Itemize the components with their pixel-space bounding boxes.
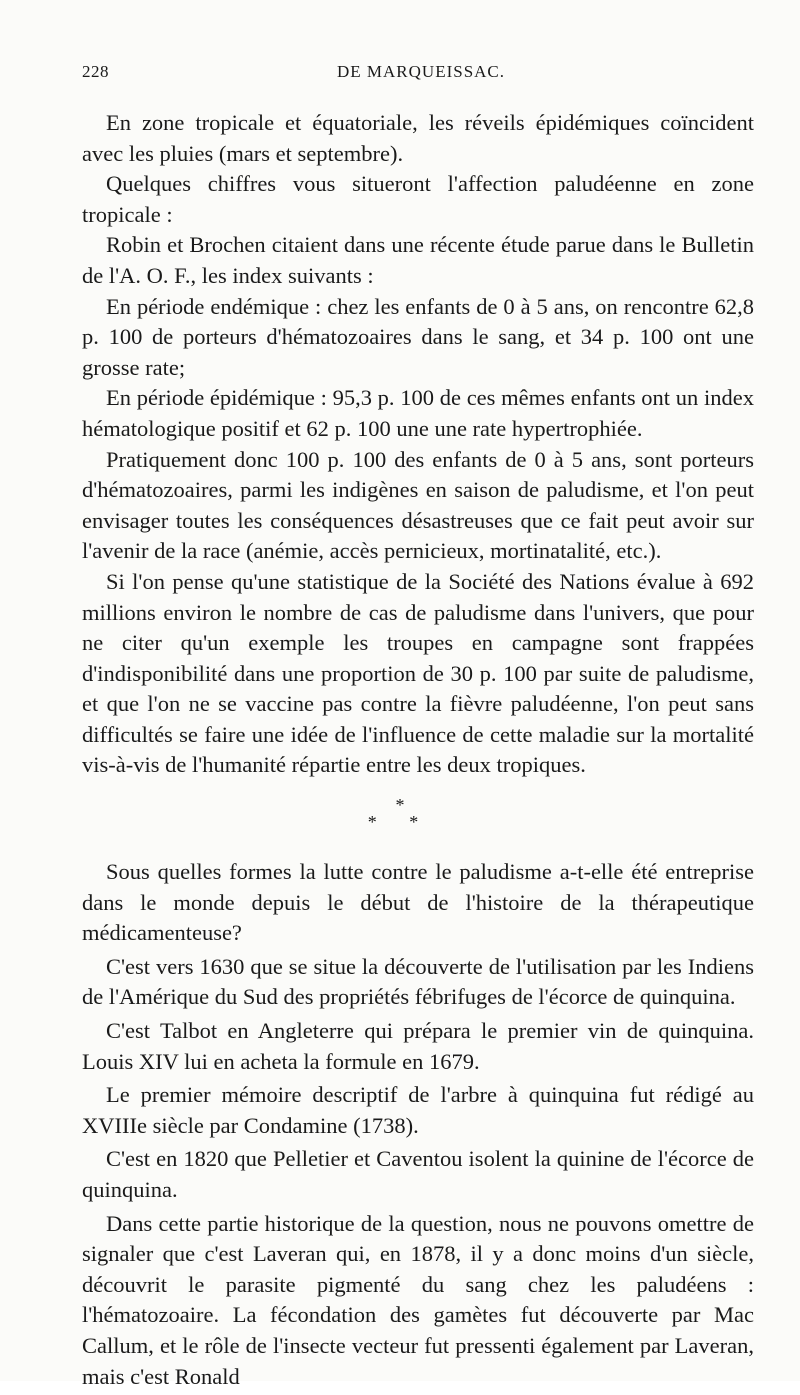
paragraph: En période épidémique : 95,3 p. 100 de ces mêmes enfants ont un index hématologique positif et 62 p. 100 une une rate hypertrophiée.: [82, 385, 754, 441]
paragraph: C'est en 1820 que Pelletier et Caventou isolent la quinine de l'écorce de quinquina.: [82, 1146, 754, 1202]
section-separator-bottom: * *: [367, 812, 433, 832]
paragraph: En période endémique : chez les enfants de 0 à 5 ans, on rencontre 62,8 p. 100 de porteurs d'hématozoaires dans le sang, et 34 p. 100 ont une grosse rate;: [82, 293, 754, 380]
running-head: DE MARQUEISSAC.: [337, 62, 506, 81]
paragraph: Dans cette partie historique de la question, nous ne pouvons omettre de signaler que c'est Laveran qui, en 1878, il y a donc moins d'un siècle, découvrit le parasite pigmenté du sang chez les paludéens : l'hématozoaire. La fécondation des gamètes fut découverte par Mac Callum, et le rôle de l'insecte vecteur fut pressenti également par Laveran, mais c'est Ronald: [82, 1210, 754, 1389]
paragraph: Robin et Brochen citaient dans une récente étude parue dans le Bulletin de l'A. O. F., les index suivants :: [82, 232, 754, 288]
section-separator-top: *: [395, 795, 405, 815]
paragraph: Sous quelles formes la lutte contre le paludisme a-t-elle été entreprise dans le monde depuis le début de l'histoire de la thérapeutique médicamenteuse?: [82, 859, 754, 946]
paragraph: C'est vers 1630 que se situe la découverte de l'utilisation par les Indiens de l'Amérique du Sud des propriétés fébrifuges de l'écorce de quinquina.: [82, 953, 754, 1010]
paragraph: C'est Talbot en Angleterre qui prépara le premier vin de quinquina. Louis XIV lui en acheta la formule en 1679.: [82, 1017, 754, 1074]
body-text-part2: [82, 857, 754, 1395]
paragraph: En zone tropicale et équatoriale, les réveils épidémiques coïncident avec les pluies (mars et septembre).: [82, 110, 754, 166]
page-number: 228: [82, 62, 109, 81]
paragraph: Si l'on pense qu'une statistique de la Société des Nations évalue à 692 millions environ le nombre de cas de paludisme dans l'univers, que pour ne citer qu'un exemple les troupes en campagne sont frappées d'indisponibilité dans une proportion de 30 p. 100 par suite de paludisme, et que l'on ne se vaccine pas contre la fièvre paludéenne, l'on peut sans difficultés se faire une idée de l'influence de cette maladie sur la mortalité vis-à-vis de l'humanité répartie entre les deux tropiques.: [82, 568, 754, 778]
page-header: [82, 62, 742, 88]
body-text-part1: [82, 108, 754, 781]
paragraph: Pratiquement donc 100 p. 100 des enfants de 0 à 5 ans, sont porteurs d'hématozoaires, parmi les indigènes en saison de paludisme, et l'on peut envisager toutes les conséquences désastreuses que ce fait peut avoir sur l'avenir de la race (anémie, accès pernicieux, mortinatalité, etc.).: [82, 446, 754, 564]
paragraph: Le premier mémoire descriptif de l'arbre à quinquina fut rédigé au XVIIIe siècle par Condamine (1738).: [82, 1082, 754, 1138]
paragraph: Quelques chiffres vous situeront l'affection paludéenne en zone tropicale :: [82, 171, 754, 227]
